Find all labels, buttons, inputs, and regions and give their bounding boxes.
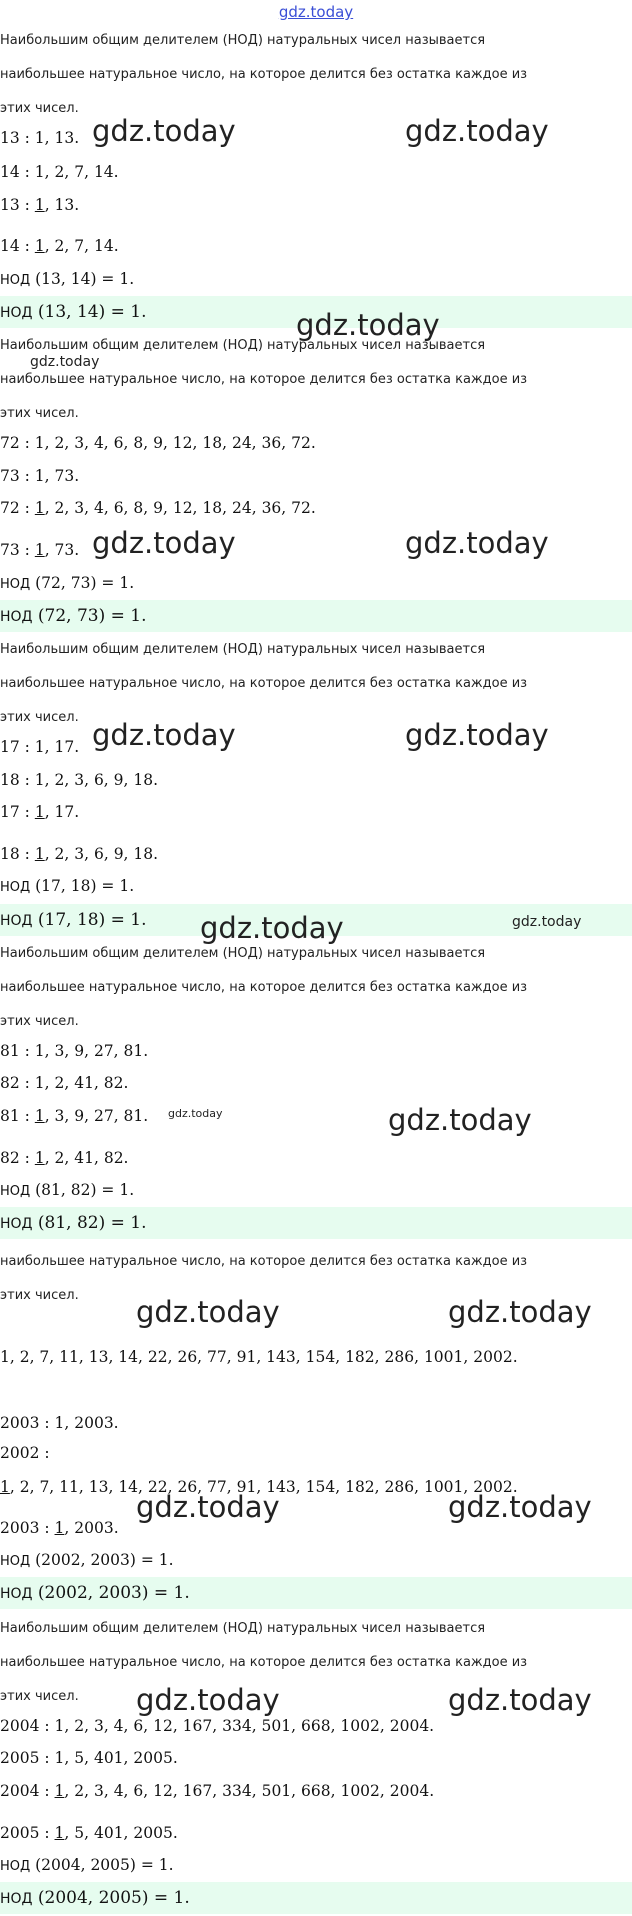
divisors-marked-line: 2005 : 1, 5, 401, 2005. [0,1824,178,1842]
gcd-line: НОД (81, 82) = 1. [0,1181,135,1199]
gcd-line: НОД (2002, 2003) = 1. [0,1551,174,1569]
definition-line-3: этих чисел. [0,101,79,116]
divisors-line: 18 : 1, 2, 3, 6, 9, 18. [0,771,159,789]
divisors-line: 2004 : 1, 2, 3, 4, 6, 12, 167, 334, 501, 668, 1002, 2004. [0,1717,435,1735]
definition-line-1: Наибольшим общим делителем (НОД) натуральных чисел называется [0,33,486,48]
watermark: gdz.today [405,526,549,560]
divisors-marked-line: 82 : 1, 2, 41, 82. [0,1149,129,1167]
watermark: gdz.today [448,1683,592,1717]
watermark: gdz.today [200,911,344,945]
definition-line-3: этих чисел. [0,1689,79,1704]
answer-text: НОД (81, 82) = 1. [0,1213,147,1233]
answer-band [0,1207,632,1239]
divisors-line: 82 : 1, 2, 41, 82. [0,1074,129,1092]
watermark: gdz.today [448,1490,592,1524]
divisors-line: 17 : 1, 17. [0,738,80,756]
definition-line-1: Наибольшим общим делителем (НОД) натуральных чисел называется [0,946,486,961]
answer-text: НОД (72, 73) = 1. [0,606,147,626]
watermark: gdz.today [136,1295,280,1329]
divisors-marked-line: 2003 : 1, 2003. [0,1519,119,1537]
divisors-marked-line: 72 : 1, 2, 3, 4, 6, 8, 9, 12, 18, 24, 36, 72. [0,499,316,517]
divisors-list-line: 1, 2, 7, 11, 13, 14, 22, 26, 77, 91, 143, 154, 182, 286, 1001, 2002. [0,1348,518,1366]
watermark: gdz.today [405,114,549,148]
definition-line-1: Наибольшим общим делителем (НОД) натуральных чисел называется [0,1621,486,1636]
watermark: gdz.today [136,1490,280,1524]
divisors-marked-line: 73 : 1, 73. [0,541,80,559]
divisors-line: 72 : 1, 2, 3, 4, 6, 8, 9, 12, 18, 24, 36, 72. [0,434,316,452]
divisors-marked-line: 2004 : 1, 2, 3, 4, 6, 12, 167, 334, 501, 668, 1002, 2004. [0,1782,435,1800]
definition-line-3: этих чисел. [0,1014,79,1029]
watermark: gdz.today [296,308,440,342]
divisors-line: 13 : 1, 13. [0,129,80,147]
definition-line-3: этих чисел. [0,406,79,421]
watermark: gdz.today [512,914,582,930]
definition-line-3: этих чисел. [0,1288,79,1303]
answer-text: НОД (13, 14) = 1. [0,302,147,322]
definition-line-2: наибольшее натуральное число, на которое делится без остатка каждое из [0,1655,528,1670]
answer-band [0,1882,632,1914]
watermark: gdz.today [168,1107,223,1120]
watermark: gdz.today [405,718,549,752]
definition-line-1: Наибольшим общим делителем (НОД) натуральных чисел называется [0,642,486,657]
watermark: gdz.today [448,1295,592,1329]
divisors-line: 2002 : [0,1444,50,1462]
divisors-marked-line: 18 : 1, 2, 3, 6, 9, 18. [0,845,159,863]
divisors-line: 81 : 1, 3, 9, 27, 81. [0,1042,149,1060]
divisors-marked-line: 81 : 1, 3, 9, 27, 81. [0,1107,149,1125]
watermark: gdz.today [92,114,236,148]
divisors-line: 2005 : 1, 5, 401, 2005. [0,1749,178,1767]
divisors-line: 2003 : 1, 2003. [0,1414,119,1432]
answer-text: НОД (2002, 2003) = 1. [0,1583,190,1603]
gcd-line: НОД (13, 14) = 1. [0,270,135,288]
watermark: gdz.today [92,526,236,560]
definition-line-2: наибольшее натуральное число, на которое делится без остатка каждое из [0,372,528,387]
divisors-marked-line: 14 : 1, 2, 7, 14. [0,237,119,255]
watermark: gdz.today [136,1683,280,1717]
divisors-line: 14 : 1, 2, 7, 14. [0,163,119,181]
watermark: gdz.today [388,1103,532,1137]
definition-line-2: наибольшее натуральное число, на которое делится без остатка каждое из [0,67,528,82]
gcd-line: НОД (72, 73) = 1. [0,574,135,592]
divisors-line: 73 : 1, 73. [0,467,80,485]
definition-line-2: наибольшее натуральное число, на которое делится без остатка каждое из [0,1254,528,1269]
answer-text: НОД (2004, 2005) = 1. [0,1888,190,1908]
definition-line-1: Наибольшим общим делителем (НОД) натуральных чисел называется [0,338,486,353]
site-header-link[interactable]: gdz.today [278,3,354,21]
divisors-marked-line: 13 : 1, 13. [0,196,80,214]
gcd-line: НОД (2004, 2005) = 1. [0,1856,174,1874]
definition-line-3: этих чисел. [0,710,79,725]
watermark: gdz.today [30,354,100,370]
divisors-marked-line: 1, 2, 7, 11, 13, 14, 22, 26, 77, 91, 143, 154, 182, 286, 1001, 2002. [0,1478,518,1496]
gcd-line: НОД (17, 18) = 1. [0,877,135,895]
watermark: gdz.today [92,718,236,752]
definition-line-2: наибольшее натуральное число, на которое делится без остатка каждое из [0,980,528,995]
definition-line-2: наибольшее натуральное число, на которое делится без остатка каждое из [0,676,528,691]
answer-band [0,1577,632,1609]
answer-text: НОД (17, 18) = 1. [0,910,147,930]
answer-band [0,600,632,632]
divisors-marked-line: 17 : 1, 17. [0,803,80,821]
